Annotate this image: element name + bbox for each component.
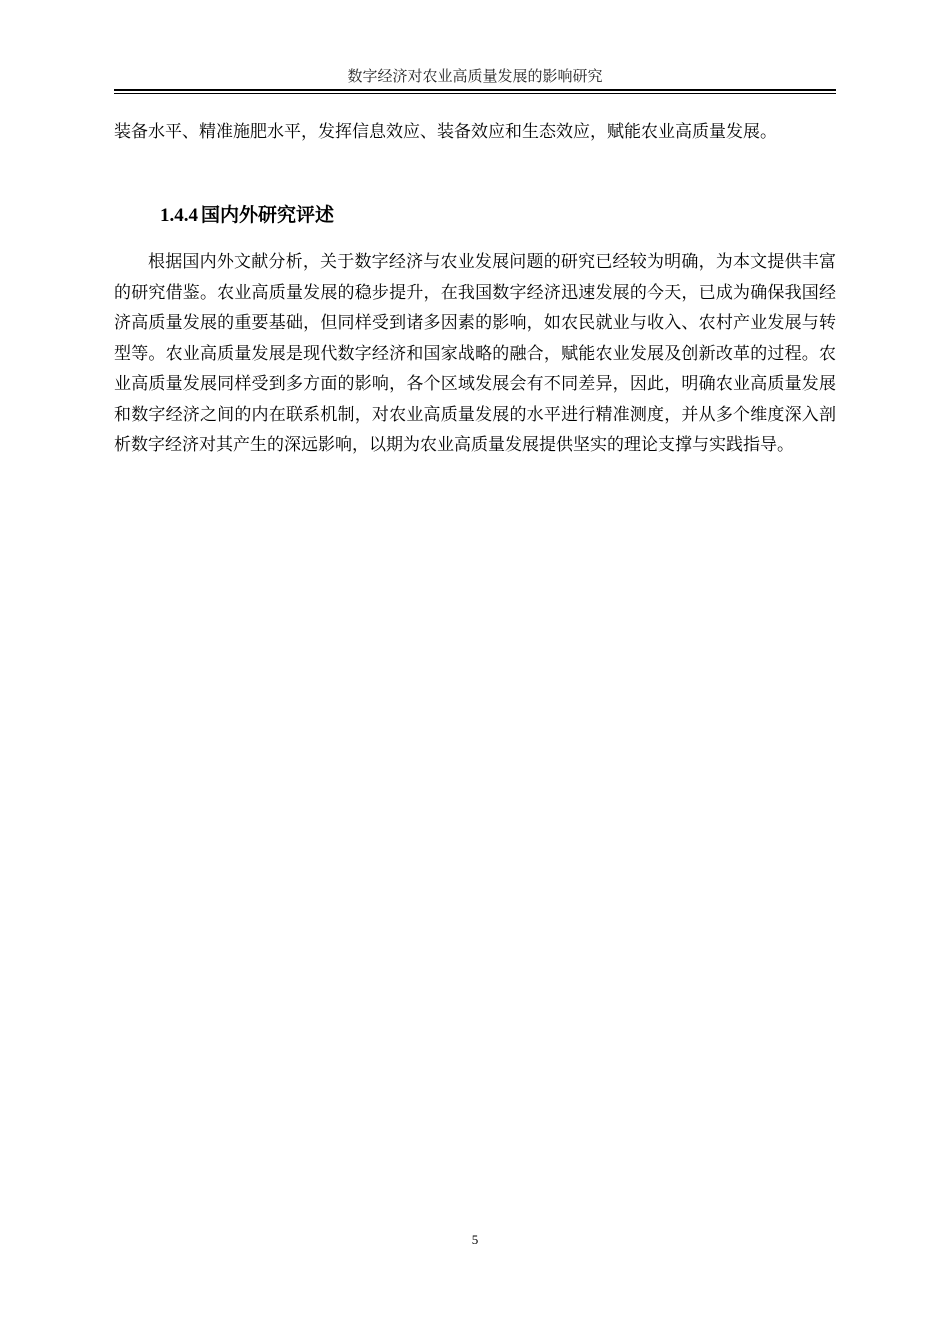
- header-rule-thick: [114, 89, 836, 91]
- page-number: 5: [471, 1232, 479, 1247]
- section-heading: [160, 199, 334, 232]
- review-paragraph: 根据国内外文献分析，关于数字经济与农业发展问题的研究已经较为明确，为本文提供丰富的研究借鉴。农业高质量发展的稳步提升，在我国数字经济迅速发展的今天，已成为确保我国经济高质量发展的重要基础，但同样受到诸多因素的影响，如农民就业与收入、农村产业发展与转型等。农业高质量发展是现代数字经济和国家战略的融合，赋能农业发展及创新改革的过程。农业高质量发展同样受到多方面的影响，各个区域发展会有不同差异，因此，明确农业高质量发展和数字经济之间的内在联系机制，对农业高质量发展的水平进行精准测度，并从多个维度深入剖析数字经济对其产生的深远影响，以期为农业高质量发展提供坚实的理论支撑与实践指导。: [114, 252, 836, 455]
- section-title: 国内外研究评述: [201, 204, 335, 226]
- running-header: 数字经济对农业高质量发展的影响研究: [347, 67, 603, 85]
- header-rule-thin: [114, 93, 836, 94]
- section-number: 1.4.4: [160, 205, 198, 226]
- continuation-paragraph: 装备水平、精准施肥水平，发挥信息效应、装备效应和生态效应，赋能农业高质量发展。: [114, 122, 777, 142]
